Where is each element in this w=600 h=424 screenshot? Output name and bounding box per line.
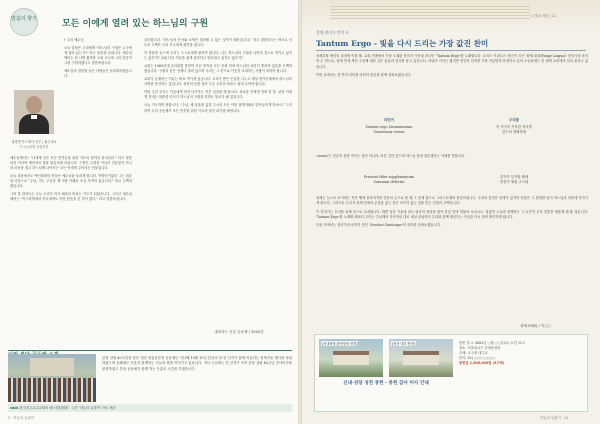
church-exterior-photo xyxy=(319,339,383,377)
left-page-number: 2 · 하늘의 길잡이 xyxy=(8,416,35,420)
verse-heading: 우리말 xyxy=(509,118,519,122)
paragraph: 오늘 복음에서도 백인대장의 믿음은 예수님을 놀라게 합니다. 이방인이었던 그는 겸손한 마음으로 "주님, 저는 주님을 제 지붕 아래로 모실 자격이 없습니다." 하고 고백하였습니다. xyxy=(10,174,132,189)
footer-text: 한국천주교주교회의 매스컴위원회 · 주간 '하늘의 길잡이' 자료 제공 xyxy=(19,406,116,410)
parish-group-photo xyxy=(8,354,96,402)
paragraph: 예수님께서는 "나에게 길은 모든 민족들을 위한 기도의 집이라 불리리라." 하고 말씀하신 이사야 예언자의 말을 떠올리게 하십니다. 구원은 특정한 이들의 전유물이 아니라 마음을 열고 하느님께 나아가는 모든 이에게 주어지는 선물입니다. xyxy=(10,156,132,171)
paragraph: 오늘 기도하며 청합시다. "주님, 제 마음을 넓혀 주시어 모든 이를 형제자매로 맞아들이게 하소서." 그리하여 우리 공동체가 모든 민족을 위한 기도의 집이 되기를 바랍니다. xyxy=(144,103,292,113)
paragraph: 그의 말 한마디는 오늘 우리가 미사 때마다 바치는 기도가 되었습니다. 그리고 예수님께서는 "이스라엘에서 아무에게도 이런 믿음을 본 적이 없다." 하고 말씀하십니다. xyxy=(10,192,132,202)
church-dedication-ad xyxy=(314,334,588,412)
church-interior-photo xyxy=(389,339,453,377)
paragraph: 성체강복 예식의 절정에 이를 때, 교회 전례에서 가장 오래된 찬미가 가운데 하나인 "Tantum Ergo"를 노래합니다. 토마스 아퀴나스 성인이 지은 '팡제 링과(Pange Lingua)' 찬미가의 마지막 두 연으로, 성체 안에 계신 주님께 대한 깊은 흠숭과 감사를 담고 있습니다. 라틴어 가사는 짧지만 신앙의 신비를 가장 아름답게 표현하고 있어 오늘날에도 전 세계 교회에서 널리 불리고 있습니다. xyxy=(316,54,588,69)
column-1b xyxy=(10,156,132,326)
korean-verse-2 xyxy=(452,175,576,185)
paragraph: 이 찬미가는 우리를 성체 앞으로 초대합니다. 바쁜 일상 가운데 잠시 멈추어 성당을 찾아 감실 앞에 머물러 보십시오. 말없이 주님과 함께하는 그 시간이 우리 영혼을 새롭게 해 줄 것입니다. 'Tantum Ergo'를 노래할 때마다 우리는 주님께서 약속하신 대로 세상 끝날까지 우리와 함께 계신다는 사실을 다시 한번 확인하게 됩니다. xyxy=(316,209,588,219)
title-divider xyxy=(316,50,586,51)
right-kicker: 그 빛을 따라 | 11 xyxy=(530,14,557,18)
ad-church-name: 신내·성당 성전 봉헌 · 봉헌 감사 미사 안내 xyxy=(343,381,429,386)
badge-text: 말씀의 향기 xyxy=(11,16,37,22)
series-title: 성체 찬미가 번역 ③ xyxy=(316,30,349,35)
intro-text xyxy=(316,54,588,114)
paragraph: 다음 호에서는 찬미가의 마지막 연인 'Genitori Genitoque'의 의미를 살펴보겠습니다. xyxy=(316,223,442,227)
ad-price: 봉헌금 1,500,000원 (3구좌) xyxy=(459,361,505,365)
paragraph: 오늘 말씀은 우리에게 "하느님의 구원은 누구에게 열려 있는가?" 라는 물음을 던집니다. 예수님께서는 한 나병 환자를 고쳐 주시며 그의 믿음이 그를 구원하였다고 말씀하십니다. xyxy=(64,46,132,66)
author-caption: 권명범 안드레아 신부 | 광주대교구 ○○본당 주임신부 xyxy=(11,140,57,149)
ad-info-line: 장소: 서울대교구 신내동성당 xyxy=(459,346,501,350)
article-source: 대화하는 신앙 공동체 / 2002년 xyxy=(214,330,264,334)
section-badge xyxy=(10,8,38,36)
paragraph: 예수님의 말씀을 들은 사람들은 놀라워하였습니다. xyxy=(64,69,132,79)
ad-info-line: 봉헌 일시: 2002년 ○월 ○○일(토) 오전 11시 xyxy=(459,341,526,345)
verse-line: 믿음이 채워 주시네 xyxy=(499,180,529,185)
paragraph: 이번 호에서는 첫 연의 의미를 라틴어 원문과 함께 살펴보겠습니다. xyxy=(316,72,412,77)
verse-line: Praestet fides supplementum xyxy=(363,175,415,179)
paragraph: † 주의 예수님 xyxy=(64,38,84,42)
left-page-title: 모든 이에게 열려 있는 하느님의 구원 xyxy=(62,19,209,29)
parish-description: 본당 설립 40주년을 맞은 대전 대흥동본당 공동체는 지난해 10월 19일 본당의 날 한 신자가 함께 어울리는 성체거동 행사를 마련하였으며 올해에도 이웃과 함께하는 나눔의 장을 이어가고 있습니다. 지난 주일에는 전 신자가 모여 본당 설립 40주년 감사미사를 봉헌하였고 본당 공동체가 함께 하는 은총의 시간을 가졌습니다. xyxy=(102,356,292,371)
ad-info xyxy=(459,341,585,366)
staff-lines xyxy=(330,6,530,20)
latin-verse-2 xyxy=(330,175,448,185)
photo-label: [성전 내부 봉헌] xyxy=(392,342,415,346)
paragraph: 이 말씀을 들으며 우리는 스스로에게 물어야 합니다. 나는 하느님의 구원을 나만의 것으로 여기고 있지는 않은가? 나와 다른 이들을 쉽게 판단하고 밀어내고 있지는 않은가? xyxy=(144,51,292,61)
verse-heading: 라틴어 xyxy=(384,118,394,122)
korean-verse xyxy=(452,118,576,136)
paragraph: 이번 주간 우리는 이웃에게 먼저 다가가는 작은 실천을 해 봅시다. 외로운 이에게 전화 한 통, 낯선 이에게 건네는 따뜻한 인사가 하느님의 구원을 전하는 통로가 될 것입니다. xyxy=(144,90,292,100)
paragraph: 교회가 존재하는 이유는 바로 여기에 있습니다. 우리가 받은 은총을 나누고 세상 한가운데에서 하느님의 사랑을 증언하는 것입니다. 성당의 문을 열어 두듯 우리의 마음도 열어 두어야 합니다. xyxy=(144,77,292,87)
ad-info-line: 주례: 교구장 대주교 xyxy=(459,351,488,355)
page-gutter xyxy=(298,0,302,424)
right-page-title: Tantum Ergo - 빛을 다시 드리는 가장 값진 찬미 xyxy=(316,39,489,48)
verse-line: 감각이 부족할 때에 xyxy=(499,175,529,179)
parish-section-header xyxy=(8,341,292,351)
footer-credit xyxy=(8,404,292,412)
verse-line: Tantum ergo Sacramentum xyxy=(365,125,413,130)
verse-line: 엎드려 경배하세 xyxy=(501,130,526,135)
verse-line: Sensuum defectui xyxy=(373,180,405,185)
explanation-text xyxy=(316,154,588,170)
verse-line: Veneremur cernui xyxy=(373,130,405,135)
body-text xyxy=(316,196,588,320)
right-page-number: 하늘의 길잡이 · 11 xyxy=(540,416,569,420)
column-1a xyxy=(64,38,132,168)
paragraph: 'cernui'는 단순히 몸을 숙이는 것이 아니라, 마음 깊이 엎드려 하느님 앞에 겸손해지는 자세를 뜻합니다. xyxy=(316,154,466,158)
paragraph: 강조합니다. "하느님의 은사와 소명은 철회될 수 없는 것이기 때문입니다." 하고 말씀하시는 바오로 사도의 고백은 우리 모두에게 희망을 줍니다. xyxy=(144,38,292,48)
cbck-logo: cbck xyxy=(10,406,19,410)
photo-label: [신내성당-봉헌성당 전경] xyxy=(322,342,358,346)
ad-info-line: 문의: 02) ○○○-○○○○ xyxy=(459,356,496,360)
paragraph: 교회는 1960년대 공의회를 통하여 모든 민족과 모든 문화 안에 하느님의 씨앗이 뿌려져 있음을 고백하였습니다. 구원의 문은 언제나 열려 있으며 우리는 그 문으로 이웃을 초대하는 사람이 되어야 합니다. xyxy=(144,64,292,74)
verse-line: 이 지극히 거룩한 성사를 xyxy=(496,125,532,130)
paragraph: 성체는 눈으로 보기에는 작은 빵에 불과하지만 믿음의 눈으로 볼 때 그 안에 참으로 그리스도께서 현존하십니다. 우리의 감각은 한계가 있지만 믿음은 그 한계를 넘어 하느님의 신비에 다가가게 합니다. 그러므로 우리가 성체 앞에서 무릎을 꿇는 것은 보이지 않는 것을 믿는 신앙의 고백입니다. xyxy=(316,196,588,206)
right-author: 성체조배회 / 이○○ xyxy=(520,324,551,328)
author-photo xyxy=(14,90,54,134)
latin-verse xyxy=(330,118,448,136)
column-2 xyxy=(144,38,292,326)
